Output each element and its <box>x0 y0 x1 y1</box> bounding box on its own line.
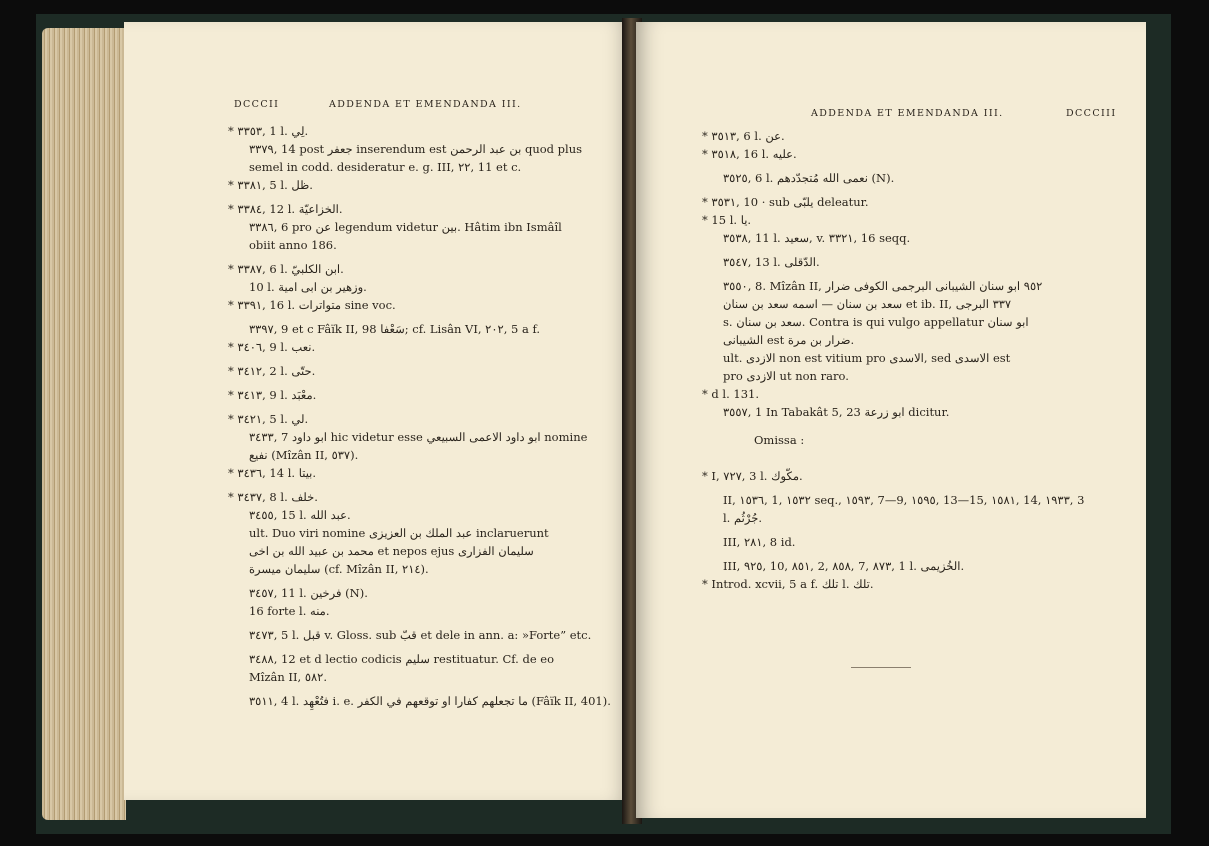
left-text-line: * ٣٤١٣, 9 l. معْبَد. <box>228 388 317 402</box>
left-text-line: ٣٤٨٨, 12 et d lectio codicis سليم restituatur. Cf. de eo <box>249 652 555 666</box>
left-text-line: سليمان ميسرة (cf. Mîzân II, ٢١٤). <box>249 562 429 576</box>
right-text-line: ٣٥٥٠, 8. Mîzân II, ٩٥٢ ابو سنان الشيبانى البرجمى الكوفى ضرار <box>723 279 1043 293</box>
right-text-line: ult. الازدى non est vitium pro الاسدى, sed الاسدى est <box>723 351 1011 365</box>
left-text-line: * ٣٤١٢, 2 l. حتّى. <box>228 364 316 378</box>
left-text-line: ult. Duo viri nomine عبد الملك بن العزيزى inclaruerunt <box>249 526 549 540</box>
omissa-text-block <box>702 467 1084 593</box>
left-text-line: ٣٣٩٧, 9 et c Fâïk II, 98 سَعْفا; cf. Lisân VI, ٢٠٢, 5 a f. <box>249 322 540 336</box>
omissa-text-line: III, ٢٨١, 8 id. <box>723 535 796 549</box>
left-text-line: ٣٤٧٣, 5 l. قبل v. Gloss. sub قبّ et dele in ann. a: »Forte” etc. <box>249 628 592 642</box>
left-text-line: ٣٤٥٥, 15 l. عبد الله. <box>249 508 351 522</box>
right-running-title: ADDENDA ET EMENDANDA III. <box>811 108 1004 119</box>
omissa-text-line: III, ٩٢٥, 10, ٨٥١, 2, ٨٥٨, 7, ٨٧٣, 1 l. الخُزيمى. <box>723 559 965 573</box>
left-text-line: * ٣٣٨٧, 6 l. ابن الكلبيّ. <box>228 262 344 276</box>
left-text-line: ٣٥١١, 4 l. فتُعْهِد i. e. ما تجعلهم كفارا او توقعهم في الكفر (Fâïk II, 401). <box>249 694 611 708</box>
omissa-text-line: II, ١٥٣٦, 1, ١٥٣٢ seq., ١٥٩٣, 7—9, ١٥٩٥, 13—15, ١٥٨١, 14, ١٩٣٣, 3 <box>723 493 1085 507</box>
right-text-line: الشيبانى est ضرار بن مرة. <box>723 333 855 347</box>
right-text-line: * ٣٥١٨, 16 l. عليه. <box>702 147 797 161</box>
left-text-line: semel in codd. desideratur e. g. III, ٢٢, 11 et c. <box>249 160 522 174</box>
left-text-line: * ٣٣٨٤, 12 l. الخزاعيّة. <box>228 202 343 216</box>
left-text-line: ٣٣٨٦, 6 pro عن legendum videtur بين. Hâtim ibn Ismâîl <box>249 220 562 234</box>
left-text-line: ٣٣٧٩, 14 post جعفر inserendum est بن عبد الرحمن quod plus <box>249 142 583 156</box>
right-text-line: ٣٥٣٨, 11 l. سعيد, v. ٣٣٢١, 16 seqq. <box>723 231 911 245</box>
left-text-line: Mîzân II, ٥٨٢. <box>249 670 328 684</box>
left-page <box>124 22 630 800</box>
left-text-line: 10 l. وزهير بن ابى امية. <box>249 280 367 294</box>
right-text-line: ٣٥٢٥, 6 l. نعمى الله مُتجدّدهم (N). <box>723 171 895 185</box>
left-text-line: * ٣٣٨١, 5 l. ظل. <box>228 178 313 192</box>
left-text-line: * ٣٤٣٦, 14 l. بيتا. <box>228 466 317 480</box>
omissa-text-line: * Introd. xcvii, 5 a f. تلك l. تلك. <box>702 577 874 591</box>
left-text-line: محمد بن عبيد الله بن اخى et nepos ejus سليمان الفزارى <box>249 544 534 558</box>
right-page <box>636 22 1146 818</box>
closing-rule <box>851 667 911 668</box>
left-text-line: 16 forte l. منه. <box>249 604 330 618</box>
left-text-line: * ٣٤٠٦, 9 l. نعب. <box>228 340 316 354</box>
right-text-line: * d l. 131. <box>702 387 760 401</box>
omissa-text-line: l. جُرْثُم. <box>723 511 762 525</box>
right-text-line: * ٣٥١٣, 6 l. عن. <box>702 129 785 143</box>
right-text-line: s. سعد بن سنان. Contra is qui vulgo appellatur ابو سنان <box>723 315 1029 329</box>
right-text-line: * ٣٥٣١, 10 · sub يلبّى deleatur. <box>702 195 869 209</box>
right-text-line: * 15 l. يا. <box>702 213 752 227</box>
left-text-line: * ٣٣٥٣, 1 l. لِي. <box>228 124 309 138</box>
left-text-line: ٣٤٥٧, 11 l. فرخين (N). <box>249 586 368 600</box>
right-text-block <box>702 127 1042 421</box>
left-text-line: نفيع (Mîzân II, ٥٣٧). <box>249 448 359 462</box>
left-text-line: * ٣٣٩١, 16 l. متواترات sine voc. <box>228 298 396 312</box>
omissa-text-line: * I, ٧٢٧, 3 l. مكّوك. <box>702 469 803 483</box>
right-text-line: سعد بن سنان — اسمه سعد بن سنان et ib. II, ٣٣٧ البرجى <box>723 297 1012 311</box>
left-text-line: obiit anno 186. <box>249 238 337 252</box>
page-edges <box>42 28 126 820</box>
right-text-line: ٣٥٤٧, 13 l. الدّقلى. <box>723 255 820 269</box>
left-text-line: * ٣٤٢١, 5 l. لي. <box>228 412 309 426</box>
left-page-number: DCCCII <box>234 99 280 110</box>
left-text-line: ٣٤٣٣, 7 ابو داود hic videtur esse ابو داود الاعمى السبيعي nomine <box>249 430 588 444</box>
omissa-heading: Omissa : <box>754 433 805 447</box>
left-running-title: ADDENDA ET EMENDANDA III. <box>329 99 522 110</box>
left-text-line: * ٣٤٣٧, 8 l. خلف. <box>228 490 318 504</box>
right-text-line: ٣٥٥٧, 1 In Tabakât 5, 23 ابو زرعة dicitur. <box>723 405 950 419</box>
right-text-line: pro الازدى ut non raro. <box>723 369 849 383</box>
right-page-number: DCCCIII <box>1066 108 1117 119</box>
left-text-block <box>228 122 611 710</box>
